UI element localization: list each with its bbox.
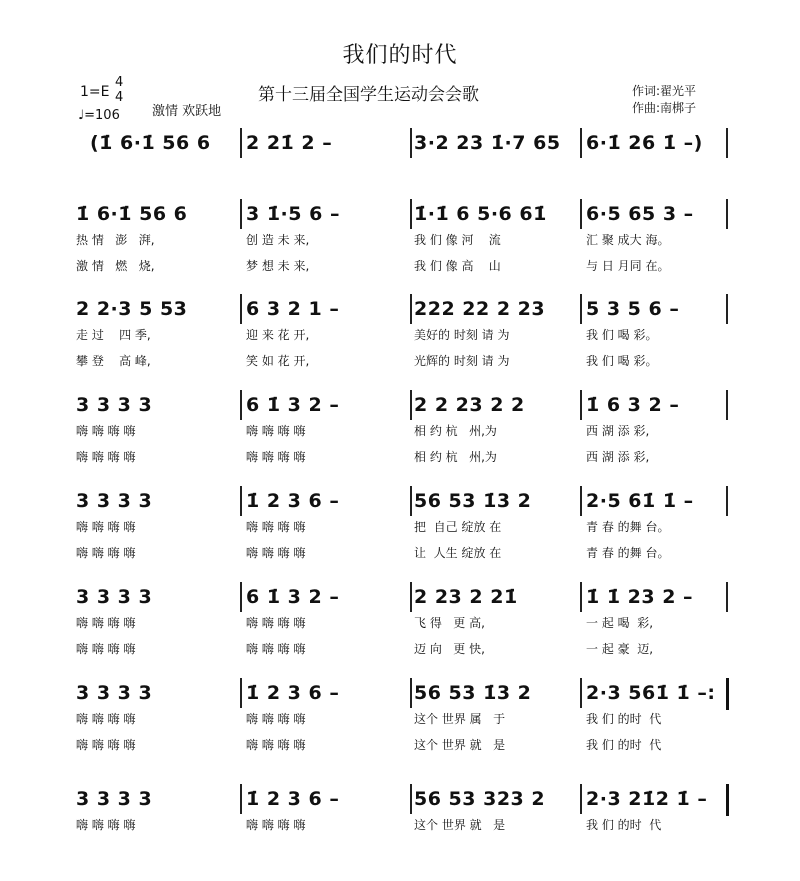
lyric-text: 嗨 嗨 嗨 嗨 [76, 424, 136, 438]
lyricist: 作词:翟光平 [632, 84, 697, 98]
measure-notes: 1̇ 2 3 6 – [246, 490, 340, 512]
measure-notes: 56 53 1̇3 2 [414, 682, 532, 704]
lyric-text: 嗨 嗨 嗨 嗨 [76, 450, 136, 464]
lyric-text: 创 造 未 来, [246, 233, 310, 247]
barline [410, 390, 412, 420]
lyric-text: 我 们 像 高 山 [414, 259, 501, 273]
measure-notes: 1̇ 2 3 6 – [246, 682, 340, 704]
measure-notes: 2 23 2 21̇ [414, 586, 518, 608]
lyric-text: 嗨 嗨 嗨 嗨 [246, 642, 306, 656]
lyric-text: 嗨 嗨 嗨 嗨 [76, 520, 136, 534]
measure-notes: 2 2 23 2 2 [414, 394, 525, 416]
barline [580, 128, 582, 158]
barline [240, 199, 242, 229]
barline [580, 582, 582, 612]
tempo-marking [78, 108, 120, 123]
lyric-text: 热 情 澎 湃, [76, 233, 155, 247]
lyric-text: 嗨 嗨 嗨 嗨 [246, 818, 306, 832]
measure-notes: 2·5 61̇ 1̇ – [586, 490, 694, 512]
lyric-text: 青 春 的舞 台。 [586, 546, 670, 560]
tempo-value: =106 [84, 108, 120, 123]
measure-notes: 222 22 2 23 [414, 298, 546, 320]
lyric-text: 青 春 的舞 台。 [586, 520, 670, 534]
measure-notes: 1̇·1̇ 6 5·6 61̇ [414, 203, 547, 225]
credits [632, 83, 696, 117]
lyric-text: 一 起 喝 彩, [586, 616, 654, 630]
lyric-text: 飞 得 更 高, [414, 616, 485, 630]
barline [240, 784, 242, 814]
measure-notes: 6 1̇ 3 2 – [246, 394, 340, 416]
lyric-text: 汇 聚 成大 海。 [586, 233, 670, 247]
lyric-text: 相 约 杭 州,为 [414, 450, 497, 464]
time-signature-top: 4 [115, 75, 124, 90]
measure-notes: 6 3 2 1 – [246, 298, 340, 320]
measure-notes: 3 3 3 3 [76, 490, 153, 512]
measure-notes: 1̇ 6·1̇ 56 6 [76, 203, 188, 225]
lyric-text: 激 情 燃 烧, [76, 259, 155, 273]
barline [240, 128, 242, 158]
measure-notes: 6·5 65 3 – [586, 203, 694, 225]
measure-notes: 3 3 3 3 [76, 682, 153, 704]
barline [410, 486, 412, 516]
lyric-text: 西 湖 添 彩, [586, 450, 650, 464]
barline [726, 784, 729, 816]
subtitle: 第十三届全国学生运动会会歌 [258, 85, 479, 105]
barline [580, 784, 582, 814]
key-signature: 1=E [80, 84, 110, 100]
lyric-text: 与 日 月同 在。 [586, 259, 670, 273]
lyric-text: 嗨 嗨 嗨 嗨 [246, 738, 306, 752]
lyric-text: 嗨 嗨 嗨 嗨 [246, 520, 306, 534]
barline [726, 678, 729, 710]
measure-notes: 1̇ 2 3 6 – [246, 788, 340, 810]
lyric-text: 这个 世界 就 是 [414, 738, 506, 752]
measure-notes: 1̇ 1̇ 23 2 – [586, 586, 694, 608]
measure-notes: 6·1̇ 26 1̇ –) [586, 132, 703, 154]
measure-notes: 3 1̇·5 6 – [246, 203, 340, 225]
barline [410, 678, 412, 708]
lyric-text: 嗨 嗨 嗨 嗨 [246, 450, 306, 464]
lyric-text: 嗨 嗨 嗨 嗨 [246, 546, 306, 560]
lyric-text: 美好的 时刻 请 为 [414, 328, 510, 342]
song-title: 我们的时代 [342, 43, 458, 68]
time-signature-bottom: 4 [115, 90, 124, 105]
barline [726, 128, 728, 158]
measure-notes: 6 1̇ 3 2 – [246, 586, 340, 608]
measure-notes: 2·3 21̇2 1̇ – [586, 788, 708, 810]
lyric-text: 让 人生 绽放 在 [414, 546, 502, 560]
barline [410, 128, 412, 158]
barline [410, 582, 412, 612]
barline [240, 294, 242, 324]
measure-notes: 3·2 23 1̇·7 65 [414, 132, 561, 154]
lyric-text: 迎 来 花 开, [246, 328, 310, 342]
lyric-text: 笑 如 花 开, [246, 354, 310, 368]
lyric-text: 嗨 嗨 嗨 嗨 [76, 616, 136, 630]
composer: 作曲:南梆子 [632, 101, 697, 115]
measure-notes: 3 3 3 3 [76, 394, 153, 416]
measure-notes: 56 53 1̇3 2 [414, 490, 532, 512]
barline [580, 678, 582, 708]
measure-notes: 2 2·3 5 53 [76, 298, 188, 320]
lyric-text: 这个 世界 就 是 [414, 818, 506, 832]
lyric-text: 迈 向 更 快, [414, 642, 485, 656]
barline [240, 486, 242, 516]
barline [240, 582, 242, 612]
lyric-text: 一 起 豪 迈, [586, 642, 654, 656]
lyric-text: 我 们 的时 代 [586, 818, 662, 832]
barline [726, 199, 728, 229]
barline [580, 390, 582, 420]
barline [726, 294, 728, 324]
lyric-text: 嗨 嗨 嗨 嗨 [246, 712, 306, 726]
barline [410, 199, 412, 229]
lyric-text: 梦 想 未 来, [246, 259, 310, 273]
time-signature [115, 75, 123, 105]
quarter-note-icon: ♩ [78, 108, 85, 123]
measure-notes: 3 3 3 3 [76, 788, 153, 810]
lyric-text: 攀 登 高 峰, [76, 354, 151, 368]
barline [240, 390, 242, 420]
lyric-text: 我 们 像 河 流 [414, 233, 501, 247]
lyric-text: 嗨 嗨 嗨 嗨 [76, 738, 136, 752]
lyric-text: 走 过 四 季, [76, 328, 151, 342]
lyric-text: 我 们 的时 代 [586, 712, 662, 726]
measure-notes: 5 3 5 6 – [586, 298, 680, 320]
barline [726, 582, 728, 612]
lyric-text: 我 们 的时 代 [586, 738, 662, 752]
lyric-text: 光辉的 时刻 请 为 [414, 354, 510, 368]
measure-notes: 56 53 323 2 [414, 788, 546, 810]
lyric-text: 把 自己 绽放 在 [414, 520, 502, 534]
measure-notes: 1̇ 6 3 2 – [586, 394, 680, 416]
lyric-text: 嗨 嗨 嗨 嗨 [76, 546, 136, 560]
expression-marking: 激情 欢跃地 [152, 104, 222, 119]
measure-notes: (1̇ 6·1̇ 56 6 [90, 132, 211, 154]
lyric-text: 嗨 嗨 嗨 嗨 [76, 712, 136, 726]
measure-notes: 3 3 3 3 [76, 586, 153, 608]
barline [410, 294, 412, 324]
lyric-text: 我 们 喝 彩。 [586, 328, 658, 342]
barline [580, 486, 582, 516]
lyric-text: 嗨 嗨 嗨 嗨 [76, 818, 136, 832]
lyric-text: 嗨 嗨 嗨 嗨 [246, 424, 306, 438]
lyric-text: 我 们 喝 彩。 [586, 354, 658, 368]
barline [726, 390, 728, 420]
barline [410, 784, 412, 814]
barline [240, 678, 242, 708]
barline [580, 199, 582, 229]
barline [726, 486, 728, 516]
lyric-text: 嗨 嗨 嗨 嗨 [76, 642, 136, 656]
measure-notes: 2·3 561̇ 1̇ –: [586, 682, 716, 704]
lyric-text: 嗨 嗨 嗨 嗨 [246, 616, 306, 630]
barline [580, 294, 582, 324]
measure-notes: 2 21̇ 2 – [246, 132, 333, 154]
lyric-text: 西 湖 添 彩, [586, 424, 650, 438]
lyric-text: 这个 世界 属 于 [414, 712, 506, 726]
lyric-text: 相 约 杭 州,为 [414, 424, 497, 438]
